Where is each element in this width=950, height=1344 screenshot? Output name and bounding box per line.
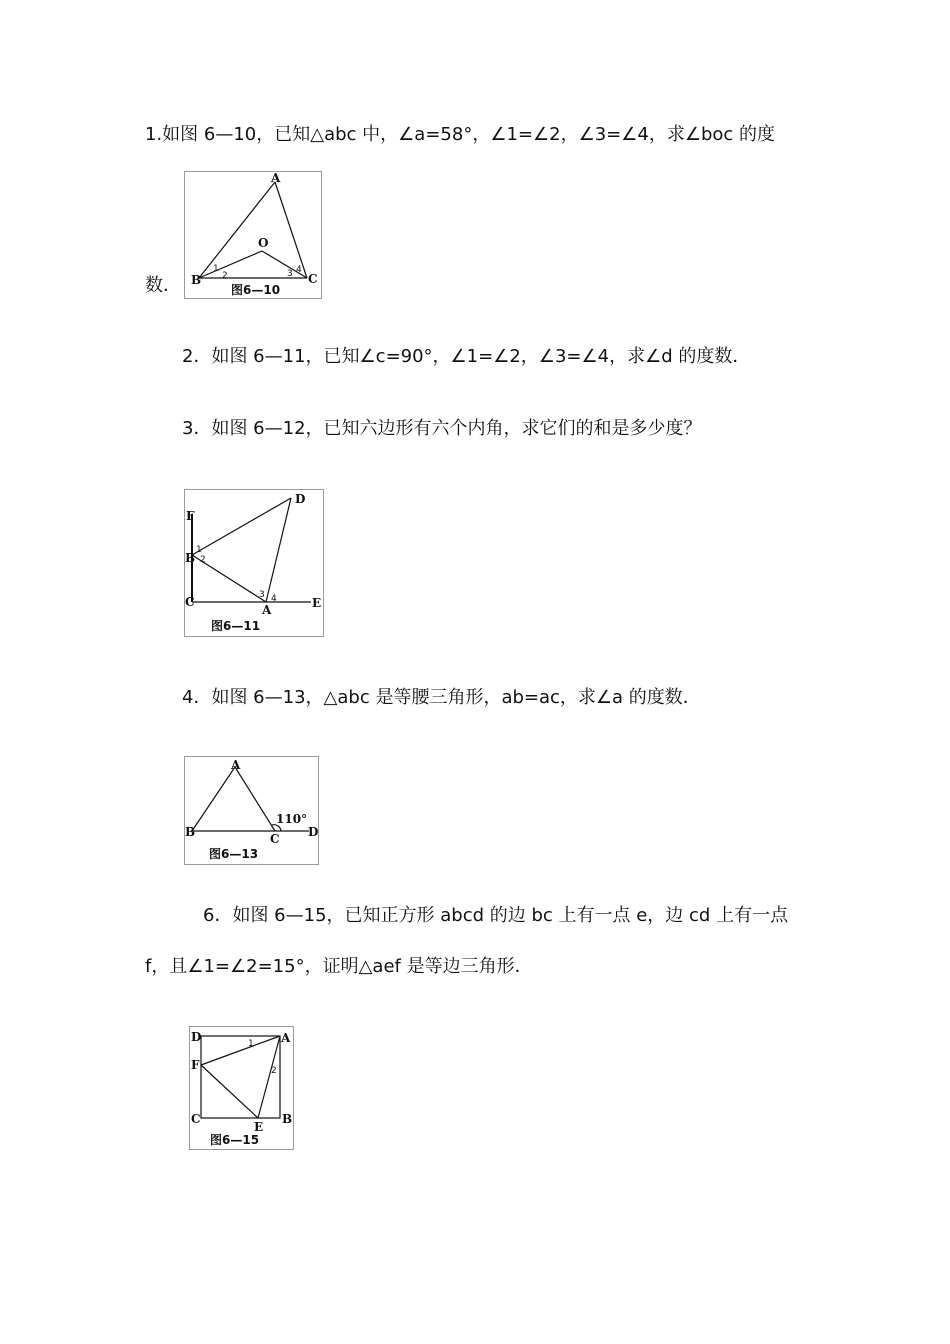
angle-mark-1: 1 [248, 1039, 254, 1049]
angle-mark-4: 4 [296, 265, 302, 275]
angle-mark-1: 1 [213, 264, 219, 274]
label-B: B [185, 551, 196, 565]
angle-mark-2: 2 [200, 555, 206, 565]
label-E: E [312, 596, 322, 610]
label-A: A [262, 603, 272, 617]
label-A: A [271, 172, 281, 185]
problem-3-text: 3．如图 6—12，已知六边形有六个内角，求它们的和是多少度？ [182, 418, 702, 439]
label-A: A [231, 758, 241, 772]
label-B: B [191, 273, 202, 287]
figure-6-15-lines [201, 1036, 280, 1118]
problem-4-text: 4．如图 6—13，△abc 是等腰三角形，ab=ac，求∠a 的度数． [182, 687, 701, 708]
problem-6-line-2: f，且∠1=∠2=15°，证明△aef 是等边三角形． [145, 956, 533, 977]
figure-6-13 [184, 756, 319, 865]
problem-2-text: 2．如图 6—11，已知∠c=90°，∠1=∠2，∠3=∠4，求∠d 的度数． [182, 346, 751, 367]
angle-mark-3: 3 [287, 269, 293, 279]
label-C: C [185, 595, 195, 609]
label-A: A [281, 1031, 291, 1045]
figure-6-10 [184, 171, 322, 299]
label-B: B [282, 1112, 293, 1126]
figure-caption: 图6—13 [209, 847, 259, 861]
figure-caption: 图6—15 [210, 1133, 260, 1147]
label-F: F [191, 1058, 200, 1072]
angle-mark-2: 2 [222, 271, 228, 281]
problem-1-line-2: 数． [145, 275, 181, 296]
figure-6-11-lines [192, 498, 311, 602]
label-B: B [185, 825, 196, 839]
problem-1-line-1: 1.如图 6—10，已知△abc 中，∠a=58°，∠1=∠2，∠3=∠4，求∠boc 的度 [145, 124, 776, 145]
label-D: D [191, 1030, 202, 1044]
label-O: O [258, 236, 269, 250]
angle-mark-3: 3 [259, 590, 265, 600]
figure-caption: 图6—11 [211, 619, 261, 633]
angle-mark-4: 4 [271, 594, 277, 604]
label-C: C [191, 1112, 201, 1126]
problem-6-line-1: 6．如图 6—15，已知正方形 abcd 的边 bc 上有一点 e，边 cd 上有一点 [203, 905, 789, 926]
angle-label-110: 110° [276, 812, 308, 826]
label-E: E [254, 1120, 264, 1134]
label-F: F [186, 509, 195, 523]
label-D: D [295, 492, 306, 506]
figure-6-15 [189, 1026, 294, 1150]
label-C: C [270, 832, 280, 846]
angle-mark-2: 2 [271, 1066, 277, 1076]
figure-caption: 图6—10 [231, 283, 281, 297]
label-C: C [308, 272, 318, 286]
label-D: D [308, 825, 318, 839]
figure-6-11 [184, 489, 324, 637]
angle-mark-1: 1 [196, 545, 202, 555]
